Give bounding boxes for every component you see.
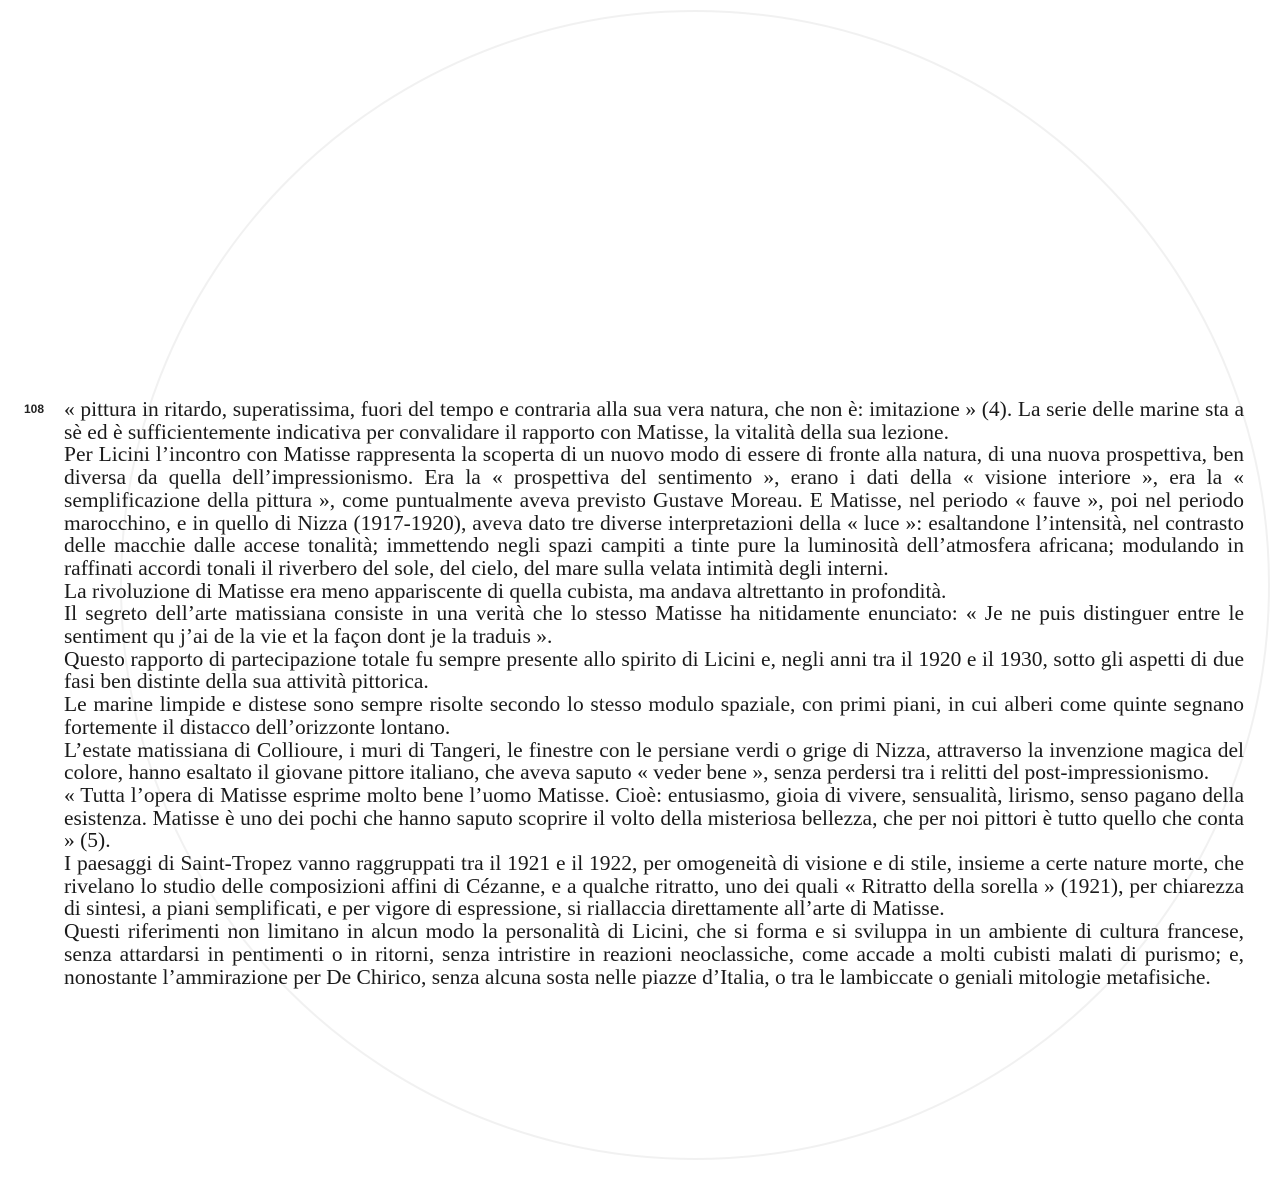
paragraph-7: L’estate matissiana di Collioure, i muri di Tangeri, le finestre con le persiane verdi o grige di Nizza, attraverso la invenzione magica del colore, hanno esaltato il giovane pittore italiano, che aveva saputo « veder bene », senza perdersi tra i relitti del post-impressionismo. [64,737,1244,785]
body-text [64,398,1244,988]
paragraph-3: La rivoluzione di Matisse era meno appariscente di quella cubista, ma andava altrettanto in profondità. [64,578,947,603]
paragraph-9: I paesaggi di Saint-Tropez vanno raggruppati tra il 1921 e il 1922, per omogeneità di visione e di stile, insieme a certe nature morte, che rivelano lo studio delle composizioni affini di Cézanne, e a qualche ritratto, uno dei quali « Ritratto della sorella » (1921), per chiarezza di sintesi, a piani semplificati, e per vigore di espressione, si riallaccia direttamente all’arte di Matisse. [64,851,1244,921]
paragraph-4: Il segreto dell’arte matissiana consiste in una verità che lo stesso Matisse ha nitidamente enunciato: « Je ne puis distinguer entre le sentiment qu j’ai de la vie et la façon dont je la traduis ». [64,601,1244,649]
paragraph-5: Questo rapporto di partecipazione totale fu sempre presente allo spirito di Licini e, negli anni tra il 1920 e il 1930, sotto gli aspetti di due fasi ben distinte della sua attività pittorica. [64,646,1244,694]
paragraph-1: « pittura in ritardo, superatissima, fuori del tempo e contraria alla sua vera natura, che non è: imitazione » (4). La serie delle marine sta a sè ed è sufficientemente indicativa per convalidare il rapporto con Matisse, la vitalità della sua lezione. [64,397,1244,444]
paragraph-6: Le marine limpide e distese sono sempre risolte secondo lo stesso modulo spaziale, con primi piani, in cui alberi come quinte segnano fortemente il distacco dell’orizzonte lontano. [64,692,1244,739]
page-number: 108 [24,402,45,416]
paragraph-8: « Tutta l’opera di Matisse esprime molto bene l’uomo Matisse. Cioè: entusiasmo, gioia di vivere, sensualità, lirismo, senso pagano della esistenza. Matisse è uno dei pochi che hanno saputo scoprire il volto della misteriosa bellezza, che per noi pittori è tutto quello che conta » (5). [64,782,1244,853]
paragraph-2: Per Licini l’incontro con Matisse rappresenta la scoperta di un nuovo modo di essere di fronte alla natura, di una nuova prospettiva, ben diversa da quella dell’impressionismo. Era la « prospettiva del sentimento », erano i dati della « visione interiore », era la « semplificazione della pittura », come puntualmente aveva previsto Gustave Moreau. E Matisse, nel periodo « fauve », poi nel periodo marocchino, e in quello di Nizza (1917-1920), aveva dato tre diverse interpretazioni della « luce »: esaltandone l’intensità, nel contrasto delle macchie dalle accese tonalità; immettendo negli spazi campiti a tinte pure la luminosità dell’atmosfera africana; modulando in raffinati accordi tonali il riverbero del sole, del cielo, del mare sulla velata intimità degli interni. [64,442,1244,580]
paragraph-10: Questi riferimenti non limitano in alcun modo la personalità di Licini, che si forma e si sviluppa in un ambiente di cultura francese, senza attardarsi in pentimenti o in ritorni, senza intristire in reazioni neoclassiche, come accade a molti cubisti malati di purismo; e, nonostante l’ammirazione per De Chirico, senza alcuna sosta nelle piazze d’Italia, o tra le lambiccate o geniali mitologie metafisiche. [64,919,1244,989]
